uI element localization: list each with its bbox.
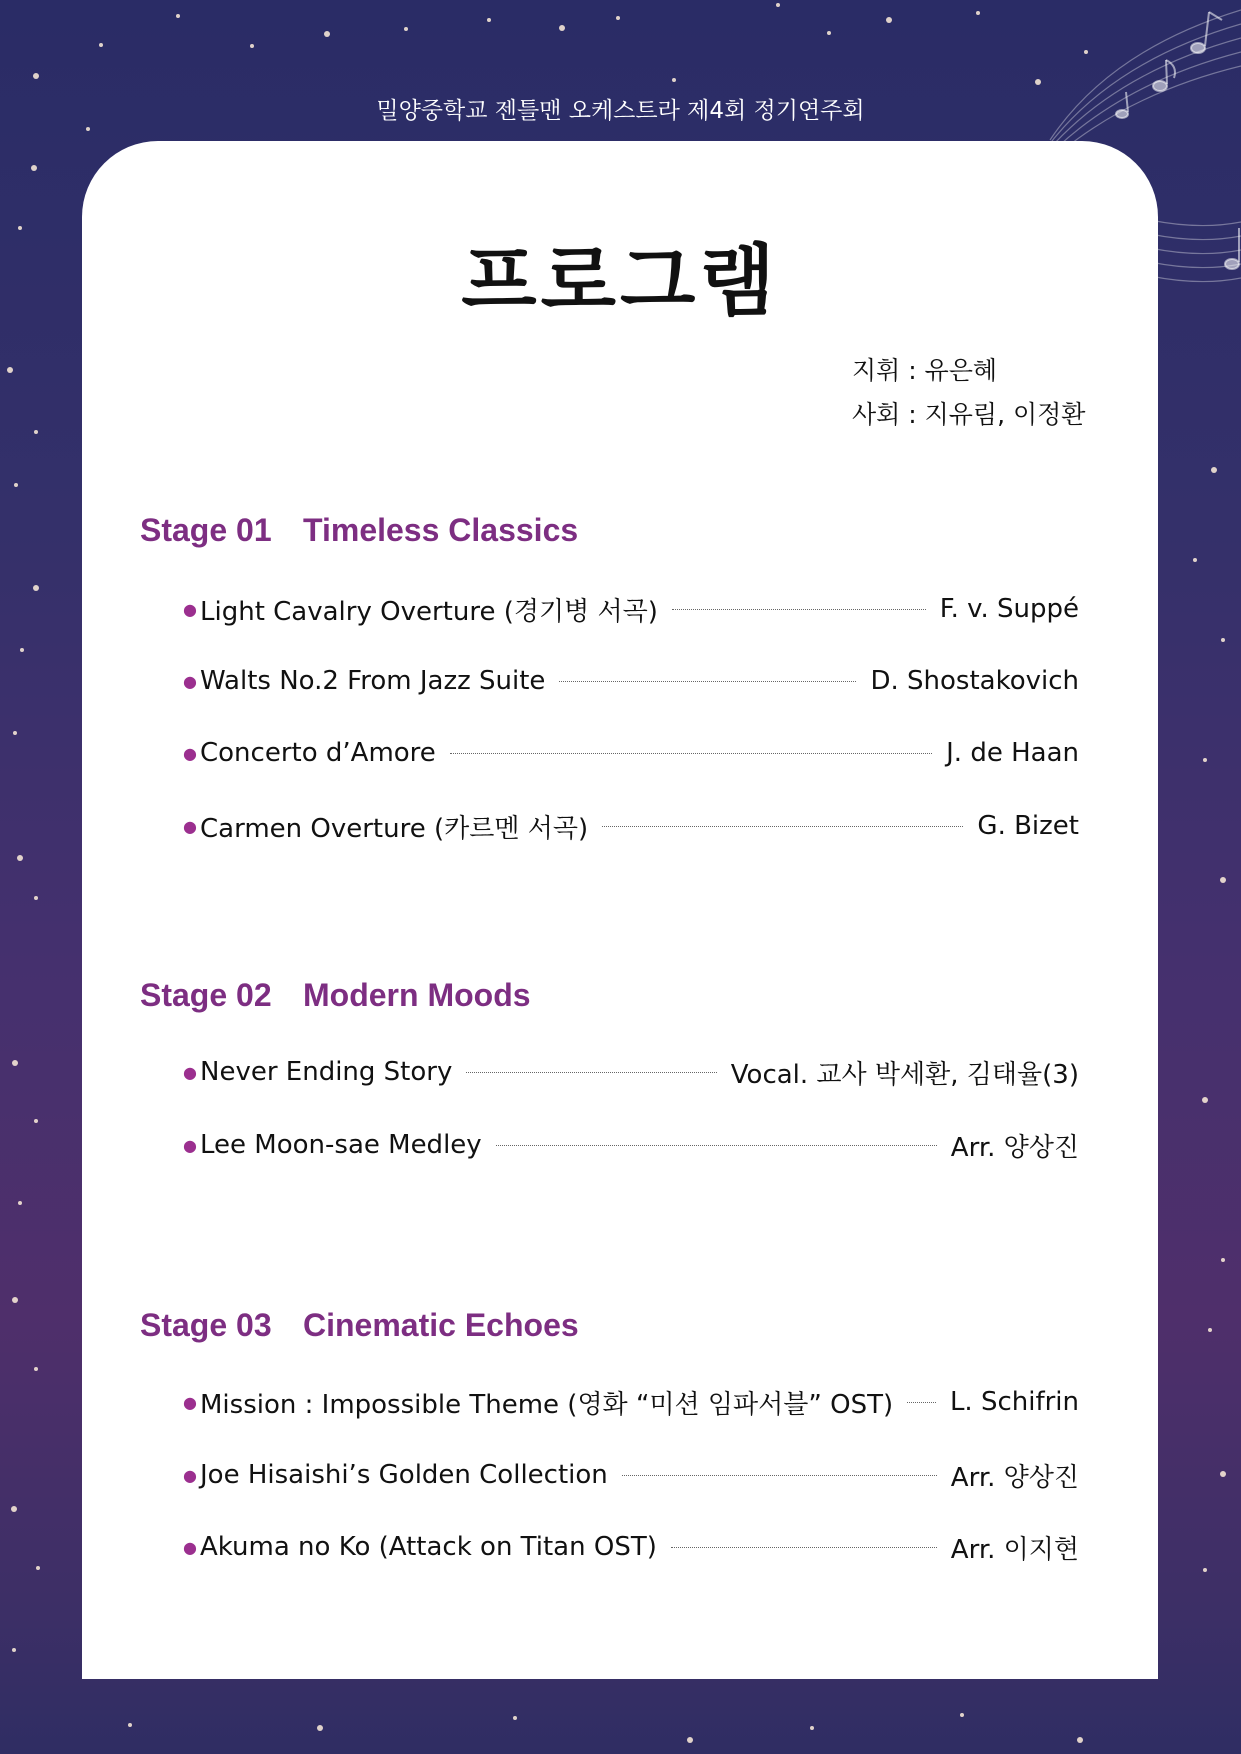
- bullet-icon: ●: [183, 1465, 197, 1485]
- program-item: [183, 1127, 1079, 1163]
- composer: J. de Haan: [946, 738, 1079, 768]
- credits: [852, 349, 1085, 437]
- program-card: [82, 141, 1158, 1679]
- star-sparkle-icon: [11, 1506, 17, 1512]
- stage-number: Stage 02: [140, 977, 272, 1013]
- composer: Vocal. 교사 박세환, 김태율(3): [730, 1059, 1079, 1090]
- star-sparkle-icon: [34, 430, 38, 434]
- star-sparkle-icon: [960, 1713, 964, 1717]
- work-title: Carmen Overture (카르멘 서곡): [200, 813, 589, 844]
- star-sparkle-icon: [1221, 1258, 1225, 1262]
- stage-heading: [140, 1307, 579, 1344]
- program-item: [183, 1384, 1079, 1420]
- stage-heading: [140, 977, 531, 1014]
- star-sparkle-icon: [1220, 877, 1226, 883]
- dotted-leader: [602, 826, 963, 827]
- composer: D. Shostakovich: [870, 666, 1079, 696]
- bullet-icon: ●: [183, 1135, 197, 1155]
- star-sparkle-icon: [20, 648, 24, 652]
- stage-name: Modern Moods: [303, 977, 531, 1013]
- work-title: Never Ending Story: [200, 1057, 453, 1087]
- star-sparkle-icon: [34, 896, 38, 900]
- stage-number: Stage 01: [140, 512, 272, 548]
- dotted-leader: [622, 1475, 937, 1476]
- star-sparkle-icon: [12, 1060, 18, 1066]
- dotted-leader: [450, 753, 932, 754]
- star-sparkle-icon: [34, 1119, 38, 1123]
- star-sparkle-icon: [1203, 1568, 1207, 1572]
- star-sparkle-icon: [317, 1725, 323, 1731]
- star-sparkle-icon: [17, 855, 23, 861]
- star-sparkle-icon: [810, 1726, 814, 1730]
- star-sparkle-icon: [1208, 1328, 1212, 1332]
- star-sparkle-icon: [1203, 758, 1207, 762]
- program-item: [183, 735, 1079, 771]
- composer: F. v. Suppé: [939, 594, 1079, 624]
- bullet-icon: ●: [183, 1062, 197, 1082]
- stage-name: Timeless Classics: [303, 512, 579, 548]
- star-sparkle-icon: [1077, 1737, 1083, 1743]
- star-sparkle-icon: [14, 483, 18, 487]
- star-sparkle-icon: [1211, 467, 1217, 473]
- star-sparkle-icon: [1221, 638, 1225, 642]
- host-credit: 사회 : 지유림, 이정환: [852, 400, 1086, 429]
- program-item: [183, 591, 1079, 627]
- work-title: Mission : Impossible Theme (영화 “미션 임파서블” OST): [200, 1389, 894, 1420]
- star-sparkle-icon: [687, 1737, 693, 1743]
- star-sparkle-icon: [12, 1297, 18, 1303]
- bullet-icon: ●: [183, 671, 197, 691]
- bullet-icon: ●: [183, 1537, 197, 1557]
- program-item: [183, 1054, 1079, 1090]
- composer: Arr. 양상진: [950, 1462, 1079, 1493]
- star-sparkle-icon: [13, 731, 17, 735]
- star-sparkle-icon: [12, 1648, 16, 1652]
- program-item: [183, 1457, 1079, 1493]
- conductor-credit: 지휘 : 유은혜: [852, 356, 998, 385]
- program-item: [183, 1529, 1079, 1565]
- stage-heading: [140, 512, 578, 549]
- star-sparkle-icon: [1220, 1471, 1226, 1477]
- program-item: [183, 663, 1079, 699]
- bullet-icon: ●: [183, 599, 197, 619]
- dotted-leader: [466, 1072, 716, 1073]
- work-title: Akuma no Ko (Attack on Titan OST): [200, 1532, 657, 1562]
- star-sparkle-icon: [128, 1723, 132, 1727]
- bullet-icon: ●: [183, 1392, 197, 1412]
- work-title: Light Cavalry Overture (경기병 서곡): [200, 596, 658, 627]
- page-title: 프로그램: [461, 237, 779, 327]
- star-sparkle-icon: [513, 1716, 517, 1720]
- star-sparkle-icon: [36, 1566, 40, 1570]
- dotted-leader: [559, 681, 856, 682]
- dotted-leader: [907, 1402, 936, 1403]
- work-title: Joe Hisaishi’s Golden Collection: [200, 1460, 608, 1490]
- star-sparkle-icon: [18, 1201, 22, 1205]
- dotted-leader: [672, 609, 926, 610]
- bullet-icon: ●: [183, 816, 197, 836]
- star-sparkle-icon: [1202, 1097, 1208, 1103]
- program-item: [183, 808, 1079, 844]
- work-title: Walts No.2 From Jazz Suite: [200, 666, 546, 696]
- composer: Arr. 이지현: [950, 1534, 1079, 1565]
- star-sparkle-icon: [1193, 558, 1197, 562]
- stage-name: Cinematic Echoes: [303, 1307, 579, 1343]
- composer: Arr. 양상진: [950, 1132, 1079, 1163]
- dotted-leader: [671, 1547, 937, 1548]
- composer: L. Schifrin: [949, 1387, 1079, 1417]
- dotted-leader: [496, 1145, 937, 1146]
- star-sparkle-icon: [33, 585, 39, 591]
- star-sparkle-icon: [34, 1367, 38, 1371]
- work-title: Concerto d’Amore: [200, 738, 436, 768]
- composer: G. Bizet: [977, 811, 1079, 841]
- work-title: Lee Moon-sae Medley: [200, 1130, 482, 1160]
- concert-title: 밀양중학교 젠틀맨 오케스트라 제4회 정기연주회: [376, 98, 865, 124]
- stage-number: Stage 03: [140, 1307, 272, 1343]
- bullet-icon: ●: [183, 743, 197, 763]
